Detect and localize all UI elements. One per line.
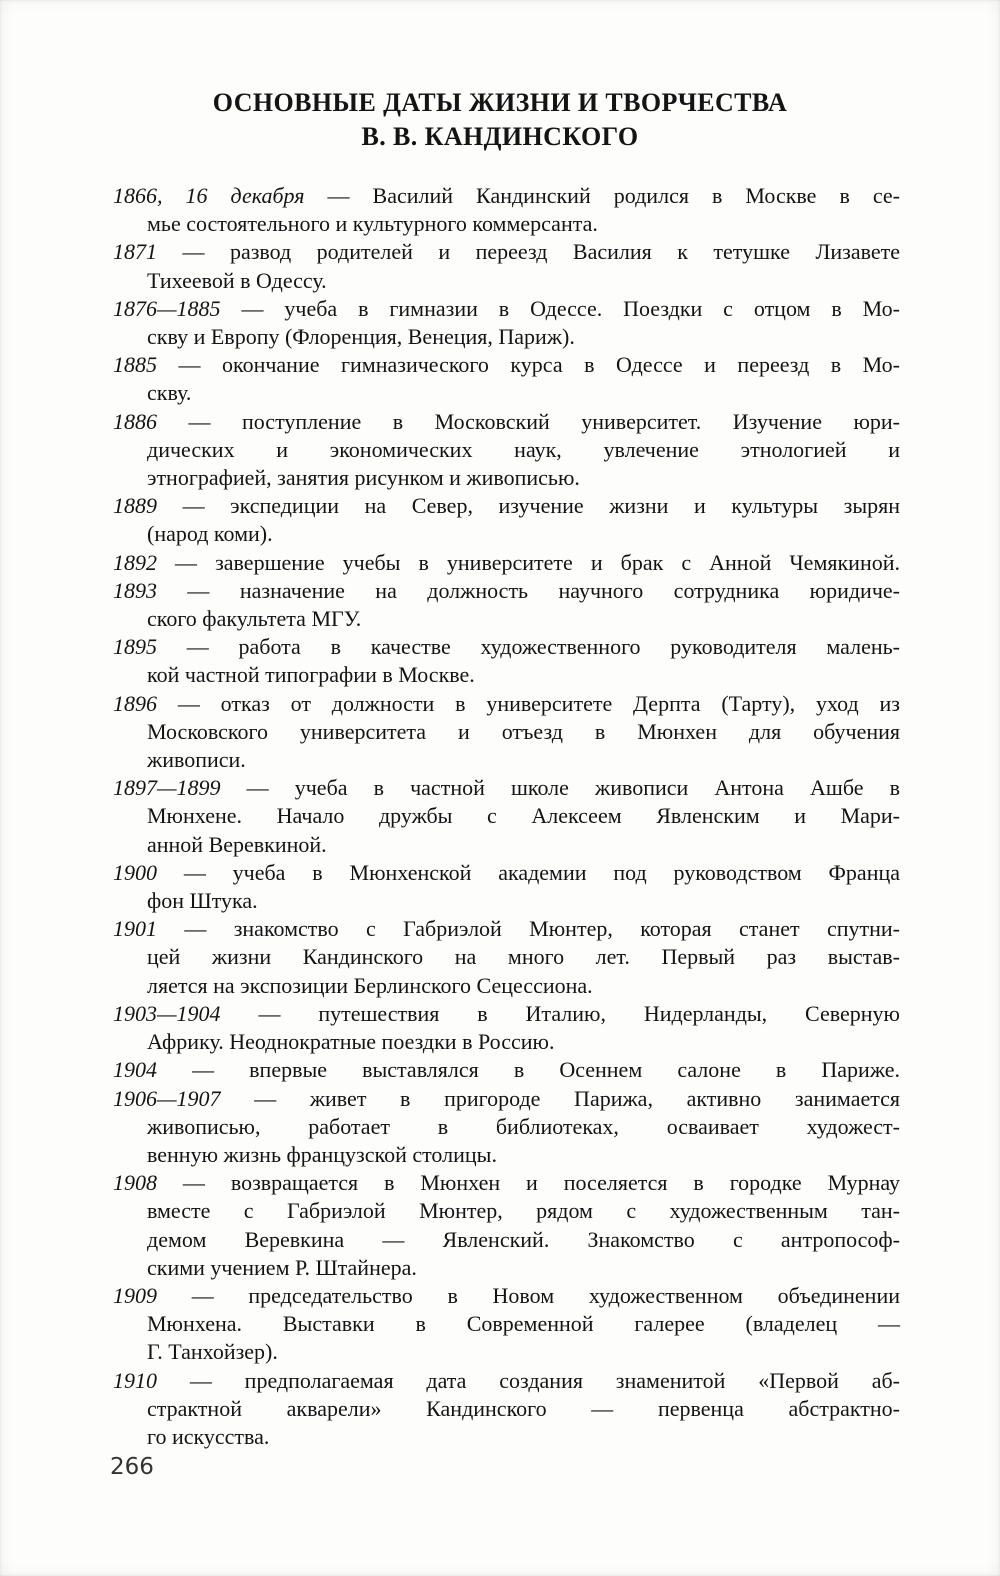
entry-line: мье состоятельного и культурного коммерсанта. (147, 211, 598, 237)
entry-date: 1897—1899 (113, 775, 221, 801)
entry-text: — живет в пригороде Парижа, активно занимается (220, 1085, 900, 1111)
entry-line (113, 1367, 900, 1395)
timeline-entry (113, 1085, 900, 1170)
entry-line: венную жизнь французской столицы. (147, 1141, 497, 1167)
entry-line: этнографией, занятия рисунком и живописью. (147, 465, 580, 491)
title-line-1: ОСНОВНЫЕ ДАТЫ ЖИЗНИ И ТВОРЧЕСТВА (212, 88, 788, 117)
entry-date: 1871 (113, 239, 157, 265)
entry-line: ского факультета МГУ. (147, 606, 362, 632)
entry-line (113, 295, 900, 323)
entry-text: — завершение учебы в университете и брак с Анной Чемякиной. (157, 549, 900, 575)
entry-line: ляется на экспозиции Берлинского Сецессиона. (147, 972, 593, 998)
timeline-entry (113, 295, 900, 351)
entry-date: 1885 (113, 352, 157, 378)
entry-line (113, 1085, 900, 1113)
entry-line (113, 859, 900, 887)
timeline-entry (113, 1056, 900, 1084)
entry-date: 1893 (113, 577, 157, 603)
entry-date: 1892 (113, 549, 157, 575)
entry-text: — поступление в Московский университет. Изучение юри- (157, 408, 900, 434)
entry-line (113, 1282, 900, 1310)
entry-text: — впервые выставлялся в Осеннем салоне в Париже. (157, 1057, 900, 1083)
timeline-entry (113, 1367, 900, 1452)
timeline-entry (113, 577, 900, 633)
entry-line: кой частной типографии в Москве. (147, 662, 475, 688)
page-number: 266 (110, 1454, 154, 1480)
entry-date: 1906—1907 (113, 1085, 221, 1111)
entry-line (113, 351, 900, 379)
title-line-2: В. В. КАНДИНСКОГО (361, 122, 639, 151)
timeline-entry (113, 182, 900, 238)
entry-text: — учеба в частной школе живописи Антона Ашбе в (220, 775, 900, 801)
entry-line: страктной акварели» Кандинского — первенца абстрактно- (147, 1395, 900, 1421)
entry-date: 1896 (113, 690, 157, 716)
entry-text: — развод родителей и переезд Василия к тетушке Лизавете (157, 239, 900, 265)
entry-date: 1886 (113, 408, 157, 434)
entry-text: — председательство в Новом художественном объединении (157, 1282, 900, 1308)
entry-line: (народ коми). (147, 521, 273, 547)
entry-line: скими учением Р. Штайнера. (147, 1254, 417, 1280)
entry-line: го искусства. (147, 1423, 270, 1449)
timeline-entry (113, 633, 900, 689)
entry-line: дических и экономических наук, увлечение этнологией и (147, 436, 900, 462)
entry-line: скву. (147, 380, 192, 406)
entry-date: 1900 (113, 859, 157, 885)
entry-line: Африку. Неоднократные поездки в Россию. (147, 1029, 555, 1055)
timeline-entry (113, 408, 900, 493)
entry-line (113, 408, 900, 436)
timeline-entry (113, 1000, 900, 1056)
timeline-entry (113, 915, 900, 1000)
entry-text: — знакомство с Габриэлой Мюнтер, которая станет спутни- (157, 916, 900, 942)
page-title (0, 0, 1000, 154)
entry-date: 1909 (113, 1282, 157, 1308)
entry-line: Мюнхене. Начало дружбы с Алексеем Явленским и Мари- (147, 803, 900, 829)
entry-line (113, 1056, 900, 1084)
entry-text: — Василий Кандинский родился в Москве в се- (304, 183, 901, 208)
entry-line (113, 633, 900, 661)
entry-date: 1889 (113, 493, 157, 519)
entry-date: 1895 (113, 634, 157, 660)
timeline-entry (113, 774, 900, 859)
entry-line: демом Веревкина — Явленский. Знакомство с антропософ- (147, 1226, 900, 1252)
entry-line (113, 774, 900, 802)
entry-line (113, 549, 900, 577)
entry-line: Г. Танхойзер). (147, 1339, 278, 1365)
entry-date: 1903—1904 (113, 1000, 221, 1026)
entry-text: — отказ от должности в университете Дерпта (Тарту), уход из (157, 690, 900, 716)
timeline-entry (113, 1169, 900, 1282)
entry-line: цей жизни Кандинского на много лет. Первый раз выстав- (147, 944, 900, 970)
entry-text: — окончание гимназического курса в Одессе и переезд в Мо- (157, 352, 900, 378)
entry-date: 1904 (113, 1057, 157, 1083)
timeline-entry (113, 238, 900, 294)
entry-line (113, 1000, 900, 1028)
entry-line: анной Веревкиной. (147, 831, 327, 857)
entry-line: вместе с Габриэлой Мюнтер, рядом с художественным тан- (147, 1198, 900, 1224)
entry-line: живописи. (147, 747, 246, 773)
entry-date: 1866, 16 декабря (113, 183, 305, 208)
entry-line: скву и Европу (Флоренция, Венеция, Париж). (147, 324, 575, 350)
entry-text: — назначение на должность научного сотрудника юридиче- (157, 577, 900, 603)
entry-text: — учеба в Мюнхенской академии под руководством Франца (157, 859, 900, 885)
entry-date: 1910 (113, 1367, 157, 1393)
timeline-entry (113, 859, 900, 915)
entry-line (113, 1169, 900, 1197)
entry-date: 1901 (113, 916, 157, 942)
entry-line (113, 492, 900, 520)
entry-date: 1876—1885 (113, 295, 221, 321)
timeline-entry (113, 690, 900, 775)
entry-line: Московского университета и отъезд в Мюнхен для обучения (147, 718, 900, 744)
entry-line: фон Штука. (147, 888, 258, 914)
timeline-entry (113, 351, 900, 407)
entry-line: Мюнхена. Выставки в Современной галерее (владелец — (147, 1311, 900, 1337)
entry-line (113, 915, 900, 943)
timeline-entry (113, 492, 900, 548)
entry-text: — экспедиции на Север, изучение жизни и культуры зырян (157, 493, 900, 519)
timeline-entry (113, 1282, 900, 1367)
timeline (113, 182, 900, 1451)
entry-line (113, 690, 900, 718)
entry-line (113, 577, 900, 605)
entry-text: — работа в качестве художественного руководителя малень- (157, 634, 900, 660)
entry-date: 1908 (113, 1170, 157, 1196)
entry-line (113, 182, 900, 210)
entry-text: — учеба в гимназии в Одессе. Поездки с отцом в Мо- (220, 295, 900, 321)
entry-line: живописью, работает в библиотеках, осваивает художест- (147, 1113, 900, 1139)
timeline-entry (113, 549, 900, 577)
entry-text: — путешествия в Италию, Нидерланды, Северную (220, 1000, 900, 1026)
entry-text: — возвращается в Мюнхен и поселяется в городке Мурнау (157, 1170, 900, 1196)
entry-line (113, 238, 900, 266)
entry-line: Тихеевой в Одессу. (147, 267, 327, 293)
entry-text: — предполагаемая дата создания знаменитой «Первой аб- (157, 1367, 900, 1393)
